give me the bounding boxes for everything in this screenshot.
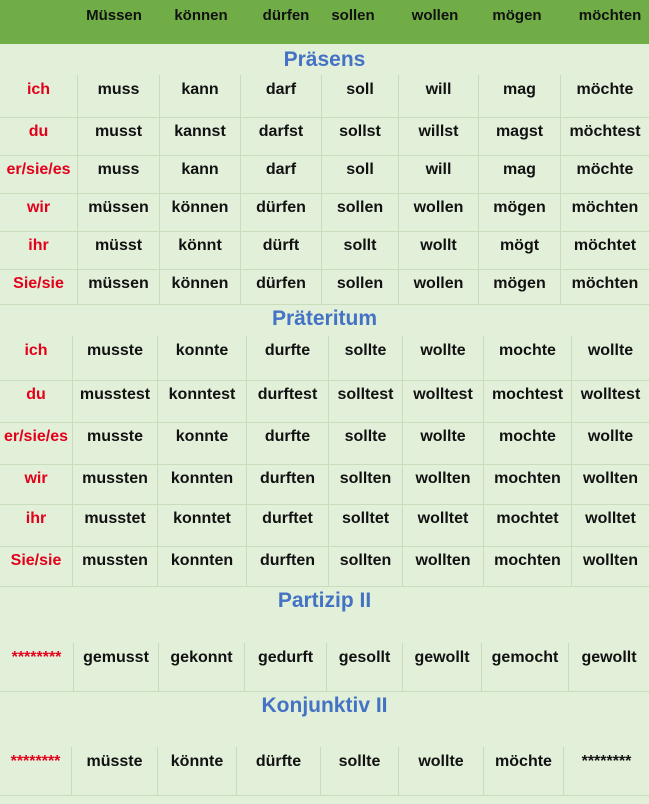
verb-form-cell [560, 193, 649, 231]
verb-form: möchtest [569, 123, 641, 140]
pronoun-cell [0, 380, 72, 422]
verb-form: wollen [413, 199, 464, 216]
verb-form-cell [159, 269, 240, 304]
verb-form: dürfen [256, 199, 306, 216]
verb-form: durfte [264, 342, 311, 359]
verb-form-cell [159, 117, 240, 155]
pronoun-cell [0, 117, 77, 155]
table-row [0, 269, 649, 305]
verb-form-cell [159, 155, 240, 193]
table-row [0, 546, 649, 587]
verb-form-cell [72, 504, 157, 546]
verb-form: magst [495, 123, 544, 140]
pronoun-cell [0, 643, 73, 691]
verb-form-cell [326, 643, 402, 691]
verb-form-cell [321, 193, 398, 231]
verb-form: wolltet [417, 510, 469, 527]
verb-form-cell [328, 504, 402, 546]
verb-form-cell [478, 117, 560, 155]
verb-form-cell [236, 747, 320, 795]
verb-form: mussten [82, 470, 148, 487]
verb-form: gesollt [338, 649, 391, 666]
verb-form-cell [560, 75, 649, 117]
pronoun-label: du [28, 123, 49, 140]
verb-form: will [425, 161, 452, 178]
section-title: Konjunktiv II [261, 694, 388, 717]
verb-form-cell [560, 231, 649, 269]
verb-form: müsst [94, 237, 143, 254]
pronoun-label: Sie/sie [10, 552, 62, 569]
verb-form-cell [240, 269, 321, 304]
verb-form: kann [181, 81, 219, 98]
verb-form-cell [157, 464, 246, 504]
verb-form: wolltest [580, 386, 641, 403]
verb-form: darf [265, 161, 297, 178]
verb-form-cell [478, 231, 560, 269]
verb-form-cell [71, 747, 157, 795]
verb-form-cell [402, 504, 483, 546]
verb-form: darf [265, 81, 297, 98]
verb-form: könnt [178, 237, 222, 254]
pronoun-label: ich [26, 81, 51, 98]
verb-form: gemocht [491, 649, 559, 666]
verb-form: will [425, 81, 452, 98]
verb-form: dürft [262, 237, 300, 254]
verb-form: sollten [339, 470, 392, 487]
verb-form: möchte [495, 753, 552, 770]
pronoun-cell [0, 747, 71, 795]
verb-form-cell [159, 75, 240, 117]
verb-form: möchten [571, 275, 639, 292]
verb-form-cell [398, 193, 478, 231]
verb-form-cell [398, 231, 478, 269]
verb-form-cell [157, 504, 246, 546]
verb-form: konnte [175, 428, 229, 445]
verb-form-cell [402, 546, 483, 586]
verb-form-cell [478, 155, 560, 193]
verb-form-cell [483, 380, 571, 422]
verb-form-cell [483, 336, 571, 380]
header-verb-moegen: mögen [492, 7, 542, 24]
verb-form-cell [246, 504, 328, 546]
verb-form: konntest [168, 386, 236, 403]
verb-form: können [171, 275, 229, 292]
verb-form: muss [97, 161, 140, 178]
verb-form: müssen [88, 275, 149, 292]
verb-form-cell [398, 155, 478, 193]
header-verb-sollen: sollen [331, 7, 375, 24]
table-row [0, 747, 649, 796]
verb-form-cell [72, 422, 157, 464]
verb-form-cell [483, 504, 571, 546]
verb-form-cell [478, 269, 560, 304]
verb-form: wollten [582, 470, 639, 487]
verb-form: musstet [84, 510, 146, 527]
verb-form: wolltet [585, 510, 636, 527]
verb-form-cell [240, 155, 321, 193]
verb-form: möchtet [573, 237, 637, 254]
pronoun-cell [0, 336, 72, 380]
table-row [0, 504, 649, 547]
verb-form: könnte [170, 753, 224, 770]
table-row [0, 155, 649, 194]
verb-form: gewollt [414, 649, 470, 666]
verb-form: möchte [576, 161, 634, 178]
pronoun-label: du [26, 386, 46, 403]
header-verb-koennen: können [174, 7, 228, 24]
verb-form: wollte [418, 753, 464, 770]
header-verb-muessen: Müssen [86, 7, 142, 24]
verb-form-cell [72, 464, 157, 504]
verb-form: sollte [344, 342, 387, 359]
verb-form: mag [503, 161, 536, 178]
header-verb-moechten: möchten [578, 7, 642, 24]
section-title: Partizip II [277, 589, 372, 612]
verb-form: mochten [494, 552, 561, 569]
verb-form-cell [483, 422, 571, 464]
verb-form-cell [402, 380, 483, 422]
verb-form-cell [240, 193, 321, 231]
verb-form-cell [246, 336, 328, 380]
verb-form: solltest [337, 386, 394, 403]
table-row [0, 75, 649, 118]
verb-form-cell [402, 422, 483, 464]
pronoun-label: ihr [28, 237, 49, 254]
verb-form-cell [159, 193, 240, 231]
verb-form: mochten [494, 470, 561, 487]
pronoun-label: ihr [25, 510, 47, 527]
verb-form: durften [259, 470, 316, 487]
verb-form: mag [503, 81, 536, 98]
pronoun-label: wir [26, 199, 51, 216]
verb-form-cell [157, 336, 246, 380]
verb-form-cell [563, 747, 649, 795]
verb-form: willst [418, 123, 459, 140]
verb-form: darfst [258, 123, 304, 140]
verb-form-cell [240, 117, 321, 155]
verb-form-cell [398, 117, 478, 155]
verb-form-cell [483, 546, 571, 586]
verb-form-cell [72, 380, 157, 422]
verb-form-cell [157, 546, 246, 586]
verb-form-cell [77, 269, 159, 304]
verb-form: musste [86, 342, 144, 359]
verb-form-cell [402, 643, 481, 691]
verb-form: wollen [413, 275, 464, 292]
verb-form-cell [571, 422, 649, 464]
verb-form: soll [346, 81, 374, 98]
verb-form-cell [321, 117, 398, 155]
verb-form: dürfte [255, 753, 302, 770]
verb-form-cell [321, 269, 398, 304]
verb-form-cell [321, 75, 398, 117]
table-header [0, 0, 649, 44]
verb-form-cell [571, 380, 649, 422]
verb-form-cell [72, 546, 157, 586]
verb-form: mochte [499, 428, 556, 445]
table-row [0, 231, 649, 270]
verb-form-cell [244, 643, 326, 691]
verb-form: wollte [420, 428, 466, 445]
pronoun-label: er/sie/es [6, 161, 71, 178]
verb-form: durfte [264, 428, 311, 445]
verb-form-cell [483, 747, 563, 795]
section-title: Präsens [283, 48, 366, 71]
verb-form-cell [77, 117, 159, 155]
verb-form-cell [402, 336, 483, 380]
verb-form: konnten [170, 552, 234, 569]
verb-form: wolltest [413, 386, 473, 403]
verb-form-cell [481, 643, 568, 691]
pronoun-cell [0, 155, 77, 193]
pronoun-label: ******** [10, 753, 61, 770]
verb-form-cell [321, 155, 398, 193]
verb-form-cell [328, 422, 402, 464]
verb-form-cell [560, 155, 649, 193]
verb-form: musstest [79, 386, 151, 403]
verb-form: mochte [499, 342, 556, 359]
verb-form-cell [560, 117, 649, 155]
verb-form-cell [398, 75, 478, 117]
verb-form: gemusst [83, 649, 149, 666]
verb-form-cell [398, 747, 483, 795]
pronoun-label: ******** [11, 649, 62, 666]
verb-form-cell [157, 380, 246, 422]
verb-form: sollten [339, 552, 392, 569]
pronoun-label: ich [24, 342, 48, 359]
verb-form: konntet [173, 510, 231, 527]
table-row [0, 336, 649, 381]
verb-form: wollten [582, 552, 639, 569]
pronoun-cell [0, 504, 72, 546]
verb-form: sollte [338, 753, 381, 770]
verb-form: muss [97, 81, 140, 98]
verb-form: durftet [262, 510, 313, 527]
verb-form: durften [259, 552, 316, 569]
verb-form-cell [246, 422, 328, 464]
verb-form-cell [478, 75, 560, 117]
header-verb-wollen: wollen [411, 7, 459, 24]
verb-form-cell [402, 464, 483, 504]
pronoun-cell [0, 231, 77, 269]
verb-form: wollten [415, 552, 471, 569]
verb-form-cell [328, 380, 402, 422]
table-row [0, 464, 649, 505]
verb-form-cell [77, 75, 159, 117]
header-verb-duerfen: dürfen [262, 7, 310, 24]
verb-form-cell [240, 231, 321, 269]
verb-form: wollten [415, 470, 471, 487]
verb-form: musst [94, 123, 143, 140]
verb-form: gekonnt [170, 649, 233, 666]
pronoun-label: er/sie/es [3, 428, 69, 445]
verb-form-cell [157, 422, 246, 464]
verb-form: mochtet [496, 510, 559, 527]
verb-form: möchte [576, 81, 634, 98]
verb-form-cell [571, 504, 649, 546]
verb-form: wollte [420, 342, 466, 359]
verb-form-cell [77, 193, 159, 231]
verb-form-cell [246, 464, 328, 504]
verb-form-cell [246, 380, 328, 422]
verb-form-cell [320, 747, 398, 795]
verb-form-cell [321, 231, 398, 269]
verb-form-cell [571, 336, 649, 380]
verb-form: müsste [86, 753, 143, 770]
pronoun-label: wir [24, 470, 48, 487]
pronoun-label: Sie/sie [13, 275, 64, 292]
verb-form-cell [246, 546, 328, 586]
table-row [0, 643, 649, 692]
verb-form: sollt [343, 237, 377, 254]
verb-form: konnten [170, 470, 234, 487]
table-row [0, 193, 649, 232]
table-row [0, 117, 649, 156]
verb-form-cell [571, 464, 649, 504]
pronoun-cell [0, 546, 72, 586]
section-title: Präteritum [271, 307, 378, 330]
verb-form: durftest [257, 386, 318, 403]
pronoun-cell [0, 75, 77, 117]
verb-form-cell [328, 464, 402, 504]
verb-form-cell [240, 75, 321, 117]
verb-form: wollte [587, 428, 634, 445]
verb-form: mussten [82, 552, 148, 569]
verb-form-cell [571, 546, 649, 586]
verb-form-cell [77, 231, 159, 269]
verb-form: mögen [493, 275, 546, 292]
verb-form: solltet [341, 510, 390, 527]
verb-form-cell [328, 546, 402, 586]
verb-form-cell [73, 643, 158, 691]
verb-form: sollte [344, 428, 387, 445]
verb-form: mögt [499, 237, 540, 254]
verb-form: sollen [336, 275, 384, 292]
verb-form-cell [478, 193, 560, 231]
verb-form: wollt [420, 237, 457, 254]
verb-form: sollen [336, 199, 384, 216]
verb-form: ******** [581, 753, 632, 770]
verb-form: gedurft [257, 649, 314, 666]
pronoun-cell [0, 269, 77, 304]
verb-form: sollst [339, 123, 381, 140]
verb-form: wollte [587, 342, 634, 359]
pronoun-cell [0, 464, 72, 504]
verb-form-cell [159, 231, 240, 269]
pronoun-cell [0, 193, 77, 231]
verb-form-cell [483, 464, 571, 504]
pronoun-cell [0, 422, 72, 464]
verb-form: dürfen [256, 275, 306, 292]
verb-form-cell [72, 336, 157, 380]
verb-form-cell [328, 336, 402, 380]
verb-form: mochtest [491, 386, 564, 403]
verb-form: mögen [493, 199, 546, 216]
table-row [0, 422, 649, 465]
verb-form-cell [568, 643, 649, 691]
verb-form: konnte [175, 342, 229, 359]
verb-form: musste [86, 428, 144, 445]
verb-form-cell [157, 747, 236, 795]
verb-form-cell [560, 269, 649, 304]
verb-form-cell [77, 155, 159, 193]
verb-form: kann [181, 161, 219, 178]
verb-form: kannst [174, 123, 226, 140]
verb-form: soll [346, 161, 374, 178]
verb-form: müssen [88, 199, 149, 216]
table-row [0, 380, 649, 423]
verb-form-cell [398, 269, 478, 304]
verb-form: gewollt [581, 649, 637, 666]
verb-form-cell [158, 643, 244, 691]
verb-form: können [171, 199, 229, 216]
verb-form: möchten [571, 199, 639, 216]
